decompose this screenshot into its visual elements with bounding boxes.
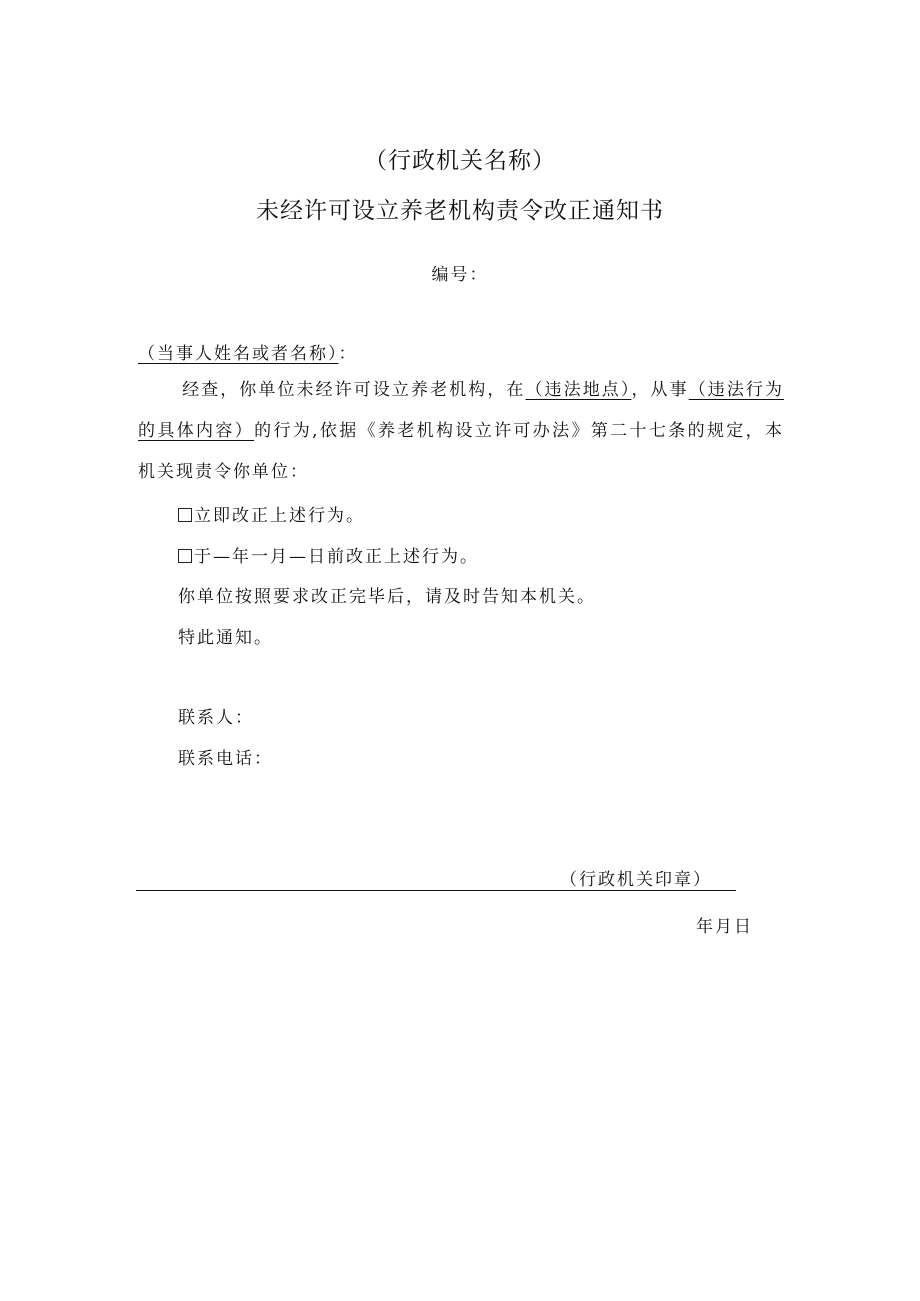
option-immediate [178, 501, 365, 526]
violation-behavior-placeholder: （违法行为的具体内容） [138, 380, 784, 441]
addressee-placeholder: （当事人姓名或者名称） [138, 344, 339, 364]
paragraph-part1: 经查，你单位未经许可设立养老机构，在 [182, 380, 526, 400]
main-paragraph [138, 370, 784, 493]
signature-line [136, 890, 736, 891]
contact-person-label: 联系人： [178, 708, 254, 728]
checkbox-immediate[interactable] [178, 508, 192, 522]
date-label: 年月日 [696, 917, 753, 937]
violation-location-placeholder: （违法地点） [525, 380, 632, 400]
contact-phone-label: 联系电话： [178, 749, 273, 769]
addressee-colon: ： [338, 344, 358, 364]
closing-line: 特此通知。 [178, 628, 273, 648]
option-immediate-label: 立即改正上述行为。 [194, 506, 365, 526]
document-title: 未经许可设立养老机构责令改正通知书 [256, 198, 664, 224]
addressee-line [138, 334, 784, 375]
option-deadline-label: 于—年一月—日前改正上述行为。 [194, 547, 479, 567]
paragraph-part3: 的行为,依据《养老机构设立许可办法》第二十七条的规定，本机关现责令你单位： [138, 421, 784, 482]
serial-number-label: 编号： [431, 265, 489, 285]
instruction-line: 你单位按照要求改正完毕后，请及时告知本机关。 [178, 587, 596, 607]
agency-name-title: （行政机关名称） [364, 148, 556, 174]
option-deadline [178, 542, 479, 567]
paragraph-part2: ，从事 [631, 380, 689, 400]
agency-seal-label: （行政机关印章） [560, 870, 712, 890]
checkbox-deadline[interactable] [178, 549, 192, 563]
